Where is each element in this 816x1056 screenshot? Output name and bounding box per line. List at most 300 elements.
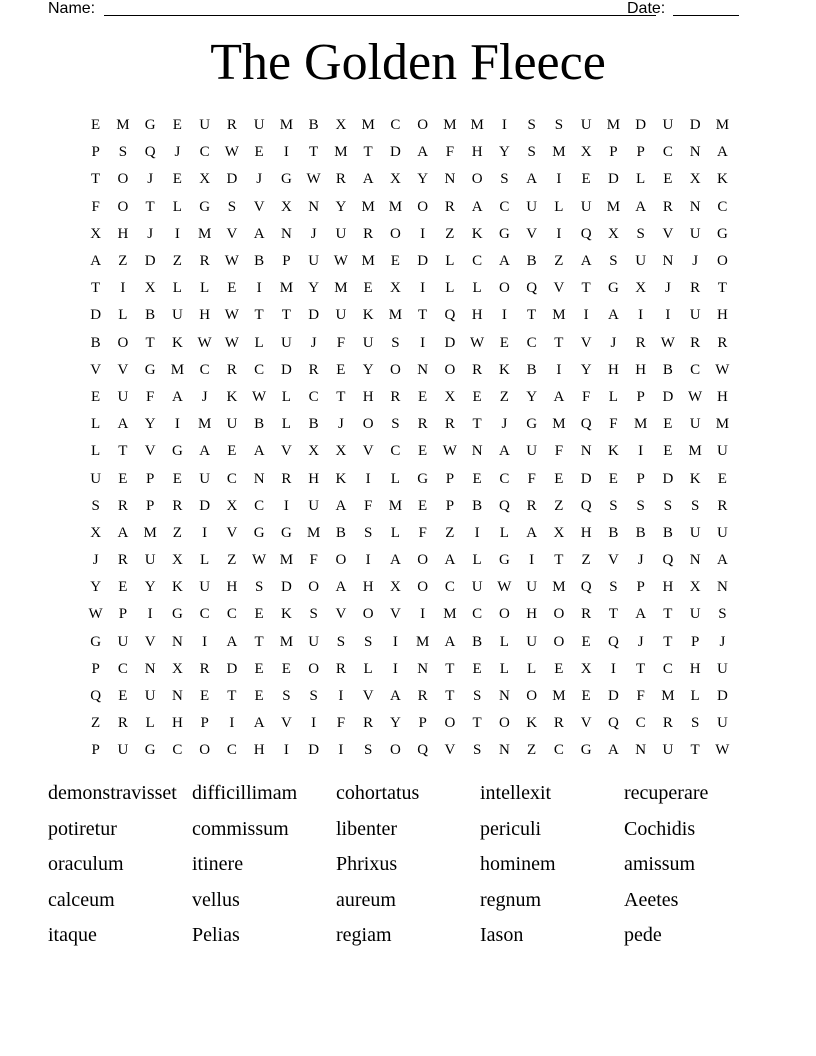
grid-letter: E bbox=[91, 388, 101, 405]
date-blank-line bbox=[673, 15, 739, 16]
grid-letter: M bbox=[606, 198, 621, 215]
grid-letter: L bbox=[200, 552, 210, 569]
grid-letter: J bbox=[637, 552, 644, 569]
word-list-item: commissum bbox=[192, 817, 289, 840]
grid-letter: L bbox=[145, 715, 155, 732]
grid-letter: T bbox=[581, 280, 591, 297]
grid-letter: C bbox=[226, 742, 237, 759]
grid-letter: E bbox=[172, 117, 182, 134]
grid-letter: D bbox=[635, 117, 647, 134]
grid-letter: J bbox=[256, 171, 263, 188]
grid-letter: L bbox=[281, 388, 291, 405]
grid-letter: I bbox=[665, 307, 671, 324]
grid-letter: P bbox=[145, 470, 155, 487]
grid-letter: C bbox=[199, 361, 210, 378]
grid-letter: P bbox=[418, 715, 427, 732]
grid-letter: U bbox=[171, 307, 183, 324]
word-list bbox=[48, 778, 768, 956]
grid-letter: C bbox=[717, 198, 728, 215]
grid-row bbox=[82, 302, 736, 329]
grid-letter: S bbox=[609, 497, 618, 514]
grid-letter: I bbox=[583, 307, 589, 324]
grid-letter: U bbox=[526, 633, 538, 650]
grid-letter: R bbox=[117, 497, 128, 514]
grid-letter: H bbox=[171, 715, 183, 732]
grid-letter: S bbox=[500, 171, 509, 188]
grid-letter: A bbox=[362, 171, 374, 188]
grid-letter: R bbox=[444, 416, 455, 433]
grid-letter: X bbox=[308, 443, 320, 460]
grid-letter: W bbox=[88, 606, 103, 623]
grid-letter: R bbox=[117, 552, 128, 569]
grid-letter: R bbox=[472, 361, 483, 378]
grid-letter: V bbox=[280, 715, 292, 732]
grid-letter: U bbox=[308, 253, 320, 270]
grid-letter: S bbox=[282, 688, 291, 705]
grid-letter: H bbox=[635, 361, 647, 378]
grid-letter: C bbox=[199, 606, 210, 623]
grid-letter: A bbox=[335, 497, 347, 514]
grid-letter: P bbox=[200, 715, 209, 732]
grid-letter: H bbox=[471, 144, 483, 161]
grid-letter: R bbox=[417, 688, 428, 705]
grid-letter: Q bbox=[444, 307, 456, 324]
grid-letter: Z bbox=[554, 497, 564, 514]
grid-letter: V bbox=[389, 606, 401, 623]
grid-row bbox=[82, 574, 736, 601]
grid-row bbox=[82, 465, 736, 492]
grid-letter: V bbox=[226, 524, 238, 541]
grid-letter: K bbox=[526, 715, 538, 732]
grid-letter: V bbox=[362, 443, 374, 460]
word-list-item: hominem bbox=[480, 853, 556, 875]
word-list-item: demonstravisset bbox=[48, 782, 177, 804]
grid-letter: R bbox=[662, 198, 673, 215]
grid-letter: R bbox=[226, 117, 237, 134]
grid-letter: R bbox=[172, 497, 183, 514]
grid-letter: T bbox=[254, 633, 264, 650]
grid-letter: A bbox=[253, 443, 265, 460]
grid-letter: P bbox=[445, 470, 455, 487]
grid-letter: D bbox=[226, 660, 238, 677]
grid-letter: U bbox=[580, 117, 592, 134]
grid-letter: M bbox=[361, 253, 375, 270]
grid-letter: M bbox=[443, 606, 457, 623]
grid-letter: E bbox=[554, 470, 564, 487]
grid-letter: X bbox=[444, 388, 456, 405]
grid-letter: Z bbox=[91, 715, 101, 732]
grid-letter: I bbox=[120, 280, 126, 297]
grid-letter: U bbox=[308, 497, 320, 514]
grid-letter: O bbox=[417, 552, 429, 569]
grid-letter: R bbox=[199, 660, 210, 677]
grid-letter: O bbox=[553, 606, 565, 623]
grid-letter: B bbox=[335, 524, 346, 541]
grid-letter: U bbox=[716, 660, 728, 677]
grid-letter: T bbox=[445, 660, 455, 677]
grid-letter: O bbox=[335, 552, 347, 569]
grid-letter: T bbox=[281, 307, 291, 324]
grid-letter: Y bbox=[144, 416, 156, 433]
grid-letter: Y bbox=[308, 280, 320, 297]
grid-letter: N bbox=[716, 579, 728, 596]
grid-letter: R bbox=[444, 198, 455, 215]
grid-letter: Y bbox=[526, 388, 538, 405]
grid-letter: J bbox=[637, 633, 644, 650]
grid-letter: S bbox=[391, 334, 400, 351]
grid-letter: V bbox=[526, 225, 538, 242]
grid-letter: Q bbox=[417, 742, 429, 759]
grid-letter: X bbox=[689, 171, 701, 188]
grid-letter: S bbox=[254, 579, 264, 596]
grid-letter: A bbox=[716, 552, 728, 569]
grid-letter: A bbox=[253, 225, 265, 242]
grid-letter: P bbox=[445, 497, 455, 514]
grid-letter: O bbox=[498, 715, 510, 732]
grid-letter: I bbox=[174, 416, 180, 433]
grid-letter: Z bbox=[581, 552, 591, 569]
grid-letter: R bbox=[199, 253, 210, 270]
grid-letter: L bbox=[554, 198, 564, 215]
grid-letter: A bbox=[471, 198, 483, 215]
grid-letter: R bbox=[662, 715, 673, 732]
grid-letter: M bbox=[552, 416, 566, 433]
grid-letter: T bbox=[336, 388, 346, 405]
grid-letter: K bbox=[226, 388, 238, 405]
grid-letter: R bbox=[335, 660, 346, 677]
grid-letter: C bbox=[499, 470, 510, 487]
grid-letter: R bbox=[635, 334, 646, 351]
grid-letter: H bbox=[580, 524, 592, 541]
grid-letter: I bbox=[256, 280, 262, 297]
grid-letter: E bbox=[254, 660, 264, 677]
date-label: Date: bbox=[627, 0, 666, 17]
grid-letter: C bbox=[199, 144, 210, 161]
grid-letter: E bbox=[418, 388, 428, 405]
grid-letter: D bbox=[607, 171, 619, 188]
grid-letter: I bbox=[610, 660, 616, 677]
grid-letter: T bbox=[445, 688, 455, 705]
grid-letter: J bbox=[174, 144, 181, 161]
grid-letter: I bbox=[365, 470, 371, 487]
grid-letter: I bbox=[556, 361, 562, 378]
grid-letter: K bbox=[171, 334, 183, 351]
grid-letter: Y bbox=[580, 361, 592, 378]
grid-letter: U bbox=[689, 524, 701, 541]
grid-letter: G bbox=[580, 742, 592, 759]
grid-letter: M bbox=[306, 524, 321, 541]
grid-letter: L bbox=[390, 470, 400, 487]
grid-letter: W bbox=[333, 253, 348, 270]
grid-row bbox=[82, 112, 736, 139]
grid-letter: S bbox=[690, 715, 700, 732]
word-list-item: Iason bbox=[480, 924, 524, 946]
grid-letter: E bbox=[172, 470, 182, 487]
grid-row bbox=[82, 438, 736, 465]
grid-letter: L bbox=[91, 416, 101, 433]
grid-letter: A bbox=[526, 524, 538, 541]
grid-row bbox=[82, 601, 736, 628]
grid-letter: I bbox=[501, 117, 507, 134]
grid-letter: C bbox=[553, 742, 564, 759]
grid-letter: W bbox=[197, 334, 212, 351]
grid-letter: I bbox=[338, 688, 344, 705]
grid-letter: E bbox=[581, 171, 591, 188]
grid-letter: G bbox=[90, 633, 102, 650]
grid-letter: O bbox=[417, 117, 429, 134]
grid-letter: M bbox=[361, 198, 375, 215]
grid-letter: A bbox=[444, 552, 456, 569]
grid-letter: U bbox=[580, 198, 592, 215]
grid-letter: R bbox=[281, 470, 292, 487]
grid-letter: A bbox=[171, 388, 183, 405]
word-list-item: Pelias bbox=[192, 924, 240, 946]
grid-letter: A bbox=[716, 144, 728, 161]
grid-letter: O bbox=[389, 225, 401, 242]
grid-letter: M bbox=[279, 633, 294, 650]
grid-letter: W bbox=[252, 388, 267, 405]
grid-letter: I bbox=[420, 280, 426, 297]
grid-letter: C bbox=[172, 742, 183, 759]
grid-letter: E bbox=[390, 253, 400, 270]
grid-letter: I bbox=[420, 606, 426, 623]
grid-letter: M bbox=[334, 144, 348, 161]
grid-letter: C bbox=[390, 443, 401, 460]
grid-letter: V bbox=[662, 225, 674, 242]
grid-letter: O bbox=[716, 253, 728, 270]
grid-letter: B bbox=[526, 253, 537, 270]
grid-letter: D bbox=[417, 253, 429, 270]
grid-letter: G bbox=[171, 443, 183, 460]
grid-letter: E bbox=[172, 171, 182, 188]
grid-letter: D bbox=[280, 361, 292, 378]
grid-letter: O bbox=[117, 334, 129, 351]
grid-letter: D bbox=[389, 144, 401, 161]
grid-letter: I bbox=[529, 552, 535, 569]
grid-letter: O bbox=[389, 361, 401, 378]
grid-letter: X bbox=[90, 524, 102, 541]
grid-letter: A bbox=[389, 552, 401, 569]
grid-letter: X bbox=[580, 144, 592, 161]
grid-letter: Q bbox=[90, 688, 102, 705]
grid-letter: X bbox=[689, 579, 701, 596]
grid-letter: C bbox=[226, 470, 237, 487]
grid-row bbox=[82, 547, 736, 574]
grid-letter: V bbox=[90, 361, 102, 378]
word-list-item: aureum bbox=[336, 888, 396, 911]
grid-letter: C bbox=[662, 660, 673, 677]
grid-letter: B bbox=[662, 524, 673, 541]
grid-letter: E bbox=[91, 117, 101, 134]
grid-letter: S bbox=[554, 117, 564, 134]
grid-letter: S bbox=[363, 524, 373, 541]
grid-letter: O bbox=[444, 361, 456, 378]
grid-letter: W bbox=[688, 388, 703, 405]
grid-letter: C bbox=[690, 361, 701, 378]
grid-letter: M bbox=[361, 117, 375, 134]
grid-letter: N bbox=[689, 552, 701, 569]
grid-letter: P bbox=[690, 633, 700, 650]
grid-row bbox=[82, 357, 736, 384]
grid-letter: N bbox=[144, 660, 156, 677]
grid-letter: G bbox=[199, 198, 211, 215]
grid-letter: S bbox=[690, 497, 700, 514]
grid-letter: W bbox=[442, 443, 457, 460]
grid-letter: B bbox=[308, 117, 319, 134]
grid-letter: D bbox=[280, 579, 292, 596]
grid-letter: E bbox=[254, 688, 264, 705]
grid-letter: D bbox=[662, 470, 674, 487]
grid-letter: M bbox=[715, 117, 730, 134]
grid-letter: D bbox=[226, 171, 238, 188]
grid-letter: U bbox=[689, 307, 701, 324]
grid-letter: R bbox=[226, 361, 237, 378]
grid-letter: N bbox=[280, 225, 292, 242]
grid-letter: K bbox=[335, 470, 347, 487]
grid-letter: L bbox=[281, 416, 291, 433]
grid-letter: T bbox=[554, 552, 564, 569]
grid-letter: E bbox=[418, 443, 428, 460]
grid-letter: O bbox=[117, 198, 129, 215]
grid-letter: O bbox=[117, 171, 129, 188]
grid-letter: O bbox=[199, 742, 211, 759]
grid-letter: A bbox=[417, 144, 429, 161]
grid-row bbox=[82, 710, 736, 737]
grid-letter: U bbox=[226, 416, 238, 433]
grid-letter: U bbox=[526, 579, 538, 596]
grid-letter: F bbox=[91, 198, 100, 215]
grid-letter: A bbox=[498, 253, 510, 270]
grid-letter: Q bbox=[580, 497, 592, 514]
grid-letter: H bbox=[471, 307, 483, 324]
grid-letter: V bbox=[117, 361, 129, 378]
grid-letter: E bbox=[499, 334, 509, 351]
grid-letter: D bbox=[689, 117, 701, 134]
grid-letter: C bbox=[499, 198, 510, 215]
grid-letter: Z bbox=[445, 524, 455, 541]
grid-letter: G bbox=[253, 524, 265, 541]
grid-letter: H bbox=[117, 225, 129, 242]
grid-letter: L bbox=[608, 388, 618, 405]
grid-letter: Y bbox=[498, 144, 510, 161]
grid-letter: S bbox=[636, 225, 645, 242]
grid-letter: E bbox=[118, 688, 128, 705]
grid-row bbox=[82, 683, 736, 710]
grid-letter: X bbox=[607, 225, 619, 242]
grid-letter: V bbox=[553, 280, 565, 297]
grid-letter: V bbox=[253, 198, 265, 215]
word-list-item: Phrixus bbox=[336, 853, 398, 875]
header bbox=[48, 0, 748, 20]
grid-letter: Q bbox=[144, 144, 156, 161]
grid-letter: M bbox=[388, 198, 403, 215]
grid-letter: L bbox=[363, 660, 373, 677]
grid-letter: U bbox=[117, 742, 129, 759]
grid-letter: H bbox=[716, 388, 728, 405]
word-list-item: Cochidis bbox=[624, 817, 696, 840]
grid-letter: A bbox=[635, 606, 647, 623]
grid-letter: I bbox=[638, 443, 644, 460]
grid-letter: I bbox=[365, 552, 371, 569]
grid-letter: O bbox=[553, 633, 565, 650]
grid-letter: X bbox=[389, 280, 401, 297]
grid-letter: L bbox=[445, 253, 455, 270]
grid-letter: C bbox=[390, 117, 401, 134]
grid-letter: L bbox=[499, 633, 509, 650]
grid-letter: P bbox=[91, 742, 100, 759]
grid-letter: U bbox=[335, 307, 347, 324]
grid-letter: Z bbox=[445, 225, 455, 242]
grid-letter: N bbox=[689, 144, 701, 161]
grid-letter: A bbox=[199, 443, 211, 460]
grid-letter: G bbox=[607, 280, 619, 297]
grid-letter: T bbox=[636, 660, 646, 677]
grid-letter: J bbox=[719, 633, 726, 650]
grid-letter: O bbox=[308, 660, 320, 677]
grid-row bbox=[82, 493, 736, 520]
grid-letter: T bbox=[145, 334, 155, 351]
grid-letter: E bbox=[254, 606, 264, 623]
grid-letter: L bbox=[472, 280, 482, 297]
grid-letter: X bbox=[335, 117, 347, 134]
grid-letter: B bbox=[608, 524, 619, 541]
grid-letter: N bbox=[171, 688, 183, 705]
grid-letter: M bbox=[279, 280, 294, 297]
grid-letter: S bbox=[91, 497, 100, 514]
word-list-item: pede bbox=[624, 924, 662, 946]
grid-letter: A bbox=[607, 307, 619, 324]
grid-letter: W bbox=[715, 742, 730, 759]
grid-letter: T bbox=[717, 280, 727, 297]
grid-letter: S bbox=[609, 253, 618, 270]
grid-letter: Z bbox=[227, 552, 237, 569]
word-list-item: amissum bbox=[624, 853, 696, 875]
grid-letter: J bbox=[310, 225, 317, 242]
grid-letter: K bbox=[280, 606, 292, 623]
grid-letter: N bbox=[689, 198, 701, 215]
grid-letter: X bbox=[580, 660, 592, 677]
grid-letter: I bbox=[556, 225, 562, 242]
grid-letter: J bbox=[147, 225, 154, 242]
grid-letter: J bbox=[337, 416, 344, 433]
grid-letter: Y bbox=[389, 715, 401, 732]
grid-letter: L bbox=[690, 688, 700, 705]
grid-letter: A bbox=[253, 715, 265, 732]
grid-letter: D bbox=[607, 688, 619, 705]
grid-letter: L bbox=[91, 443, 101, 460]
grid-letter: D bbox=[716, 688, 728, 705]
word-list-item: intellexit bbox=[480, 782, 552, 804]
grid-letter: A bbox=[526, 171, 538, 188]
grid-letter: T bbox=[554, 334, 564, 351]
grid-letter: I bbox=[283, 497, 289, 514]
grid-letter: H bbox=[716, 307, 728, 324]
grid-letter: G bbox=[280, 524, 292, 541]
grid-letter: S bbox=[336, 633, 346, 650]
grid-letter: E bbox=[554, 660, 564, 677]
grid-letter: Y bbox=[90, 579, 102, 596]
grid-letter: Y bbox=[144, 579, 156, 596]
grid-letter: C bbox=[662, 144, 673, 161]
grid-letter: U bbox=[144, 688, 156, 705]
grid-letter: U bbox=[362, 334, 374, 351]
word-list-item: Aeetes bbox=[624, 888, 679, 911]
grid-letter: C bbox=[308, 388, 319, 405]
grid-letter: M bbox=[552, 144, 566, 161]
grid-letter: E bbox=[472, 660, 482, 677]
grid-letter: I bbox=[202, 524, 208, 541]
grid-letter: I bbox=[474, 524, 480, 541]
